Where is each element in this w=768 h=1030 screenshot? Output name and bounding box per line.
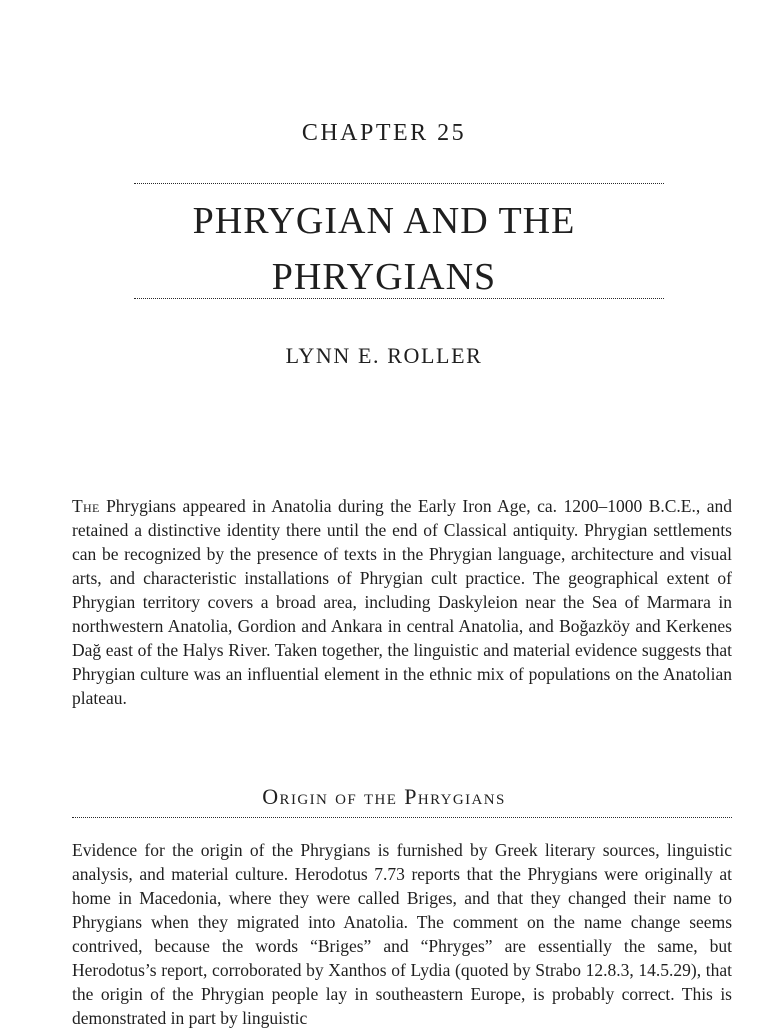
section-paragraph: Evidence for the origin of the Phrygians is furnished by Greek literary sources, linguistic analysis, and material culture. Herodotus 7.73 reports that the Phrygians were originally at home in Macedonia, where they were called Briges, and that they changed their name to Phrygians when they migrated into Anatolia. The comment on the name change seems contrived, because the words “Briges” and “Phryges” are essentially the same, but Herodotus’s report, corroborated by Xanthos of Lydia (quoted by Strabo 12.8.3, 14.5.29), that the origin of the Phrygian people lay in southeastern Europe, is probably correct. This is demonstrated in part by linguistic: [72, 840, 732, 1028]
chapter-number: CHAPTER 25: [301, 120, 467, 146]
author-name: LYNN E. ROLLER: [285, 343, 483, 368]
chapter-title-line-2: PHRYGIANS: [271, 256, 497, 298]
section-heading: Origin of the Phrygians: [262, 784, 506, 809]
chapter-title-line-1: PHRYGIAN AND THE: [192, 200, 576, 242]
chapter-title: [0, 193, 768, 305]
dotted-rule-bottom: [134, 298, 664, 299]
intro-body: Phrygians appeared in Anatolia during the Early Iron Age, ca. 1200–1000 B.C.E., and retained a distinctive identity there until the end of Classical antiquity. Phrygian settlements can be recognized by the presence of texts in the Phrygian language, architecture and visual arts, and characteristic installations of Phrygian cult practice. The geographical extent of Phrygian territory covers a broad area, including Daskyleion near the Sea of Marmara in northwestern Anatolia, Gordion and Ankara in central Anatolia, and Boğazköy and Kerkenes Dağ east of the Halys River. Taken together, the linguistic and material evidence suggests that Phrygian culture was an influential element in the ethnic mix of populations on the Anatolian plateau.: [72, 496, 732, 708]
section-dotted-rule: [72, 817, 732, 818]
intro-paragraph: [72, 494, 732, 710]
intro-lead-in: The: [72, 496, 100, 516]
dotted-rule-top: [134, 183, 664, 184]
